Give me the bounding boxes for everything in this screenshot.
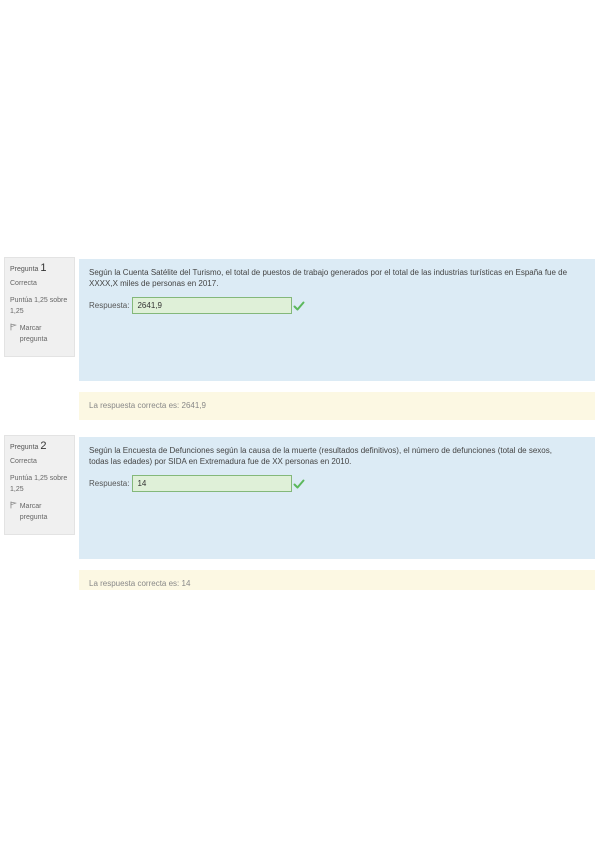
question-info bbox=[4, 435, 75, 535]
flag-icon bbox=[10, 501, 17, 509]
question-number-line bbox=[10, 441, 69, 453]
flag-question-link[interactable] bbox=[10, 501, 69, 523]
question-text: Según la Encuesta de Defunciones según la causa de la muerte (resultados definitivos), el número de defunciones (total de sexos, todas las edades) por SIDA en Extremadura fue de XX personas en 2010. bbox=[89, 446, 552, 466]
question-state: Correcta bbox=[10, 280, 37, 287]
answer-label: Respuesta: bbox=[89, 479, 130, 488]
question-grade: Puntúa 1,25 sobre 1,25 bbox=[10, 475, 68, 493]
question-label: Pregunta bbox=[10, 266, 39, 273]
question-content bbox=[79, 259, 595, 381]
question-text: Según la Cuenta Satélite del Turismo, el total de puestos de trabajo generados por el total de las industrias turísticas en España fue de XXXX,X miles de personas en 2017. bbox=[89, 268, 568, 288]
question-label: Pregunta bbox=[10, 444, 39, 451]
question-state: Correcta bbox=[10, 458, 37, 465]
check-icon bbox=[293, 478, 305, 490]
flag-icon bbox=[10, 323, 17, 331]
question-number: 1 bbox=[40, 262, 47, 274]
question-grade: Puntúa 1,25 sobre 1,25 bbox=[10, 297, 68, 315]
question-content bbox=[79, 437, 595, 559]
answer-row bbox=[89, 297, 585, 314]
flag-question-link[interactable] bbox=[10, 323, 69, 345]
answer-input[interactable]: 2641,9 bbox=[132, 297, 292, 314]
answer-row bbox=[89, 475, 585, 492]
flag-label: Marcar pregunta bbox=[19, 503, 48, 521]
question-number-line bbox=[10, 263, 69, 275]
correct-answer-feedback: La respuesta correcta es: 2641,9 bbox=[79, 392, 595, 420]
question-number: 2 bbox=[40, 440, 47, 452]
correct-answer-feedback: La respuesta correcta es: 14 bbox=[79, 570, 595, 590]
question-info bbox=[4, 257, 75, 357]
answer-input[interactable]: 14 bbox=[132, 475, 292, 492]
flag-label: Marcar pregunta bbox=[19, 325, 48, 343]
check-icon bbox=[293, 300, 305, 312]
answer-label: Respuesta: bbox=[89, 301, 130, 310]
